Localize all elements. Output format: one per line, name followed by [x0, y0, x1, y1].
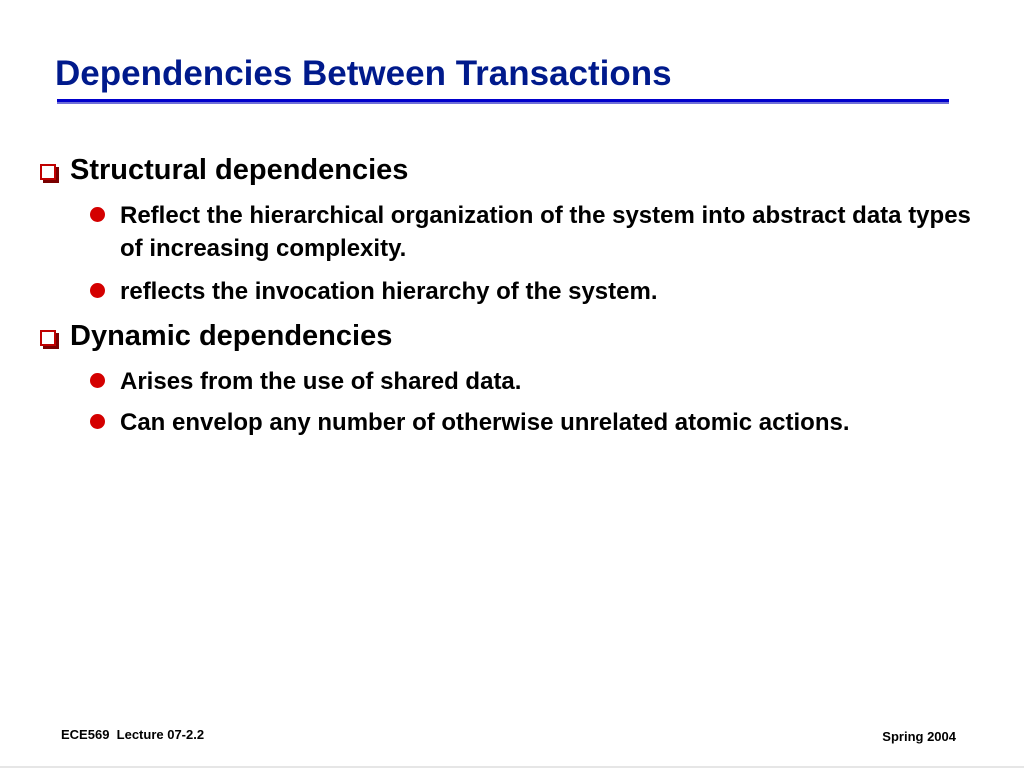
title-underline: [57, 99, 949, 104]
bullet-text: Arises from the use of shared data.: [120, 368, 522, 395]
footer-course-label: ECE569 Lecture 07-2.2: [61, 727, 205, 742]
bullet-text: Reflect the hierarchical organization of the system into abstract data types of increasing complexity.: [120, 202, 971, 262]
bullet-text: reflects the invocation hierarchy of the system.: [120, 278, 658, 305]
bullet-item: [90, 365, 990, 398]
filled-circle-bullet-icon: [90, 414, 105, 429]
hollow-square-bullet-icon: [40, 164, 56, 180]
bullet-item: [90, 199, 990, 265]
bullet-text: Can envelop any number of otherwise unrelated atomic actions.: [120, 409, 850, 436]
slide-title: Dependencies Between Transactions: [55, 54, 672, 93]
hollow-square-bullet-icon: [40, 330, 56, 346]
section-heading-text: Dynamic dependencies: [70, 320, 393, 352]
section-heading-dynamic: [40, 320, 392, 353]
bullet-item: [90, 275, 990, 308]
filled-circle-bullet-icon: [90, 373, 105, 388]
bullet-item: [90, 406, 890, 439]
filled-circle-bullet-icon: [90, 207, 105, 222]
filled-circle-bullet-icon: [90, 283, 105, 298]
footer-term-label: Spring 2004: [882, 729, 956, 744]
section-heading-structural: [40, 154, 408, 187]
section-heading-text: Structural dependencies: [70, 154, 409, 186]
